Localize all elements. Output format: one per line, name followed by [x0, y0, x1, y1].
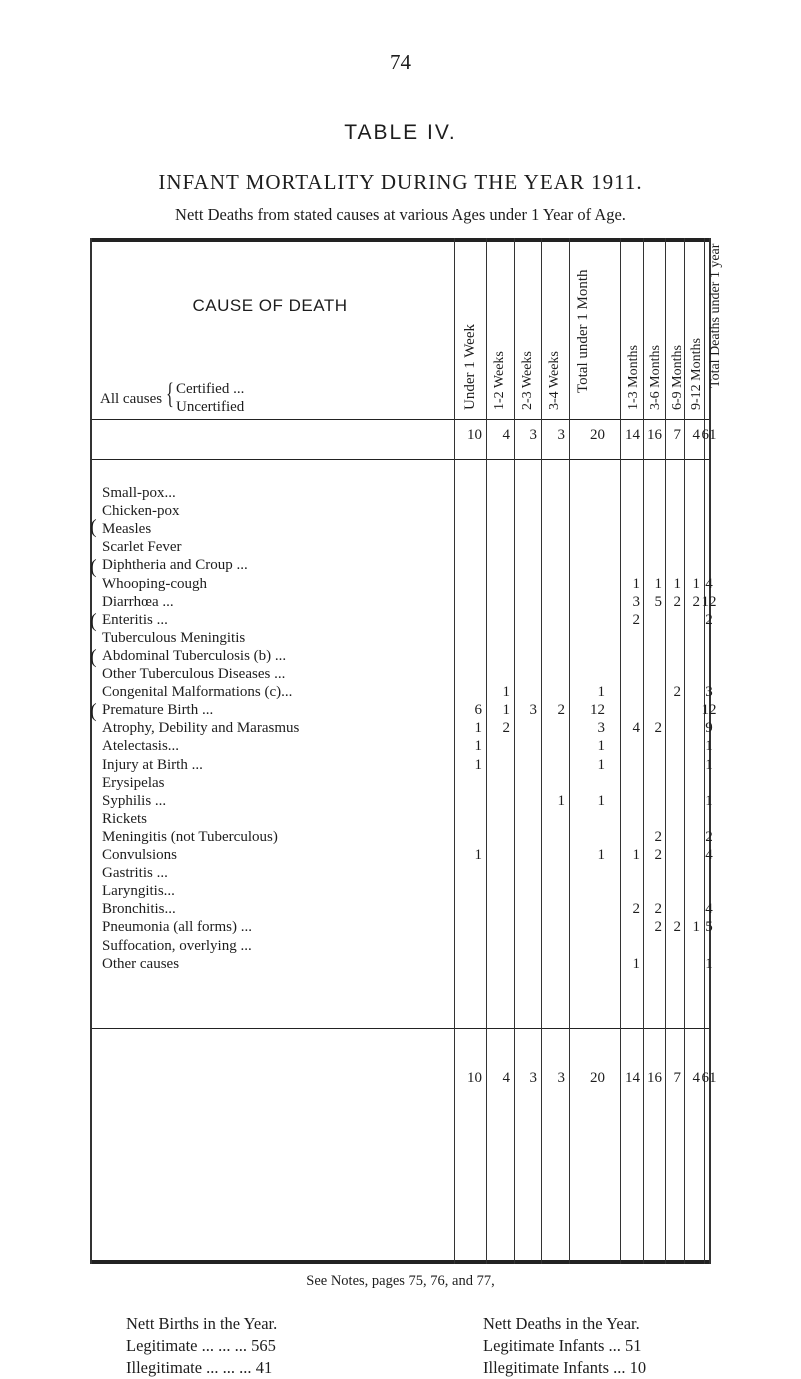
table-top-rule	[90, 238, 711, 242]
cell: 2	[654, 828, 662, 845]
cause-label: Chicken-pox	[102, 503, 180, 520]
table-description: Nett Deaths from stated causes at various Ages under 1 Year of Age.	[175, 205, 626, 224]
uncertified-label: Uncertified	[176, 399, 245, 415]
deaths-illegitimate	[483, 1357, 646, 1379]
cell: 7	[673, 1070, 681, 1086]
deaths-title: Nett Deaths in the Year.	[483, 1314, 640, 1333]
cell: 2	[654, 720, 662, 737]
group-bracket: (	[90, 646, 97, 668]
table-row	[90, 702, 717, 720]
cell: 1	[557, 792, 565, 809]
deaths-illegitimate-label: Illegitimate Infants ...	[483, 1358, 626, 1377]
all-causes-label: All causes	[100, 391, 163, 407]
cell: 2	[632, 901, 640, 918]
notes-reference: See Notes, pages 75, 76, and 77,	[306, 1273, 495, 1289]
cell: 1	[632, 847, 640, 863]
cell: 1	[692, 919, 700, 936]
cause-label: Diarrhœa ...	[102, 593, 174, 610]
mortality-table	[90, 238, 723, 1265]
table-row	[90, 666, 711, 684]
cell: 3	[529, 1070, 537, 1086]
cause-label: Scarlet Fever	[102, 539, 182, 556]
table-row	[90, 901, 711, 919]
table-row	[90, 811, 711, 829]
cell: 3	[529, 702, 537, 719]
cell: 2	[654, 919, 662, 936]
cell: 4	[705, 575, 713, 592]
cause-label: Small-pox...	[102, 485, 176, 501]
cell: 1	[474, 720, 482, 737]
cause-label: Other Tuberculous Diseases ...	[102, 666, 286, 682]
cell: 16	[647, 427, 662, 443]
cell: 2	[654, 847, 662, 863]
cell: 4	[692, 1070, 700, 1086]
cell: 1	[502, 702, 510, 719]
cell: 1	[597, 847, 605, 863]
cell: 3	[557, 427, 565, 443]
cause-label: Other causes	[102, 955, 180, 972]
cause-label: Diphtheria and Croup ...	[102, 557, 248, 574]
cause-label: Meningitis (not Tuberculous)	[102, 828, 278, 845]
totals-row	[90, 1070, 717, 1088]
births-legitimate-label: Legitimate ... ... ...	[126, 1336, 247, 1355]
cause-label: Measles	[102, 521, 152, 538]
cause-of-death-header: CAUSE OF DEATH	[192, 296, 348, 315]
table-row	[90, 720, 711, 738]
table-row	[90, 485, 711, 503]
cause-label: Bronchitis...	[102, 901, 176, 918]
page-number: 74	[390, 50, 411, 74]
cell: 2	[673, 919, 681, 936]
cause-label: Erysipelas	[102, 774, 165, 791]
column-header: 1-3 Months	[626, 345, 641, 410]
table-row	[90, 829, 711, 847]
cell: 1	[597, 792, 605, 809]
cell: 2	[692, 593, 700, 610]
cell: 3	[557, 1070, 565, 1086]
births-illegitimate-label: Illegitimate ... ... ...	[126, 1358, 252, 1377]
cell: 1	[705, 756, 713, 773]
group-bracket: (	[90, 610, 97, 632]
cell: 1	[597, 756, 605, 773]
table-row	[90, 883, 711, 901]
column-header: 1-2 Weeks	[492, 351, 507, 410]
cause-label: Whooping-cough	[102, 575, 207, 592]
cause-label: Enteritis ...	[102, 611, 168, 628]
table-row	[90, 793, 711, 811]
table-row	[90, 847, 711, 865]
cell: 2	[705, 828, 713, 845]
cell: 9	[705, 720, 713, 737]
cell: 10	[467, 1070, 482, 1086]
deaths-legitimate-label: Legitimate Infants ...	[483, 1336, 621, 1355]
cell: 1	[673, 575, 681, 592]
cause-label: Injury at Birth ...	[102, 756, 203, 773]
cell: 1	[597, 738, 605, 755]
table-title: TABLE IV.	[344, 121, 457, 144]
cell: 4	[632, 720, 640, 737]
cell: 61	[701, 1070, 717, 1086]
table-bottom-rule	[90, 1260, 711, 1264]
group-bracket: (	[90, 700, 97, 722]
all-causes-certified-row	[90, 427, 717, 445]
column-header: 9-12 Months	[689, 338, 704, 410]
cell: 1	[705, 738, 713, 755]
cell: 5	[705, 919, 713, 936]
group-bracket: (	[90, 556, 97, 578]
cell: 12	[701, 702, 717, 719]
cause-label: Premature Birth ...	[102, 702, 214, 719]
cell: 1	[654, 575, 662, 592]
cause-label: Syphilis ...	[102, 792, 167, 809]
cause-label: Atrophy, Debility and Marasmus	[102, 720, 300, 737]
table-row	[90, 630, 711, 648]
cell: 16	[647, 1070, 662, 1086]
column-header: 2-3 Weeks	[520, 351, 535, 410]
table-row	[90, 556, 711, 578]
cell: 2	[632, 611, 640, 628]
births-legitimate-value: 565	[251, 1336, 276, 1355]
deaths-legitimate-value: 51	[625, 1336, 642, 1355]
cell: 4	[502, 427, 510, 443]
deaths-summary	[483, 1313, 646, 1379]
cause-label: Rickets	[102, 810, 147, 827]
cause-label: Tuberculous Meningitis	[102, 629, 246, 646]
cell: 2	[673, 684, 681, 701]
deaths-legitimate	[483, 1335, 646, 1357]
all-causes-rule	[90, 459, 711, 460]
cell: 14	[625, 427, 640, 443]
table-row	[90, 576, 711, 594]
cell: 7	[673, 427, 681, 443]
cell: 14	[625, 1070, 640, 1086]
cell: 2	[654, 901, 662, 918]
table-row	[90, 956, 711, 974]
table-row	[90, 757, 711, 775]
cause-label: Pneumonia (all forms) ...	[102, 919, 252, 936]
cell: 12	[701, 593, 717, 610]
cell: 2	[557, 702, 565, 719]
cause-label: Suffocation, overlying ...	[102, 937, 252, 954]
column-header: 3-6 Months	[648, 345, 663, 410]
table-row	[90, 938, 711, 956]
totals-rule	[90, 1028, 711, 1029]
cause-label: Congenital Malformations (c)...	[102, 684, 293, 701]
table-subtitle: INFANT MORTALITY DURING THE YEAR 1911.	[158, 170, 643, 194]
column-header: Total Deaths under 1 year	[708, 243, 723, 388]
cell: 61	[701, 427, 717, 443]
cell: 4	[692, 427, 700, 443]
cell: 1	[474, 756, 482, 773]
births-title: Nett Births in the Year.	[126, 1314, 278, 1333]
column-header: Total under 1 Month	[575, 269, 591, 393]
cell: 10	[467, 427, 482, 443]
cell: 3	[705, 684, 713, 701]
births-illegitimate	[126, 1357, 277, 1379]
cell: 3	[529, 427, 537, 443]
cause-label: Gastritis ...	[102, 865, 168, 882]
cell: 1	[474, 738, 482, 755]
cell: 1	[692, 575, 700, 592]
cell: 4	[705, 901, 713, 918]
cell: 12	[590, 702, 605, 719]
cause-label: Atelectasis...	[102, 738, 180, 755]
births-illegitimate-value: 41	[255, 1358, 273, 1377]
table-row	[90, 738, 711, 756]
table-row	[90, 612, 711, 630]
column-header: Under 1 Week	[462, 324, 478, 410]
cell: 1	[597, 684, 605, 701]
column-header: 6-9 Months	[670, 345, 685, 410]
cell: 1	[705, 792, 713, 809]
table-row	[90, 865, 711, 883]
cell: 2	[502, 720, 510, 737]
cell: 3	[632, 593, 640, 610]
cause-label: Convulsions	[102, 847, 178, 863]
cell: 4	[502, 1070, 510, 1086]
cell: 2	[705, 611, 713, 628]
cell: 1	[632, 575, 640, 592]
certified-label: Certified ...	[176, 381, 245, 397]
births-summary	[126, 1313, 277, 1379]
cell: 1	[502, 684, 510, 701]
cause-label: Abdominal Tuberculosis (b) ...	[102, 647, 287, 664]
table-row	[90, 648, 711, 666]
cell: 4	[705, 847, 713, 863]
cause-label: Laryngitis...	[102, 883, 175, 900]
deaths-illegitimate-value: 10	[629, 1358, 647, 1377]
header-rule	[90, 419, 711, 420]
cell: 1	[474, 847, 482, 863]
cell: 20	[590, 1070, 605, 1086]
cell: 20	[590, 427, 605, 443]
table-row	[90, 539, 711, 557]
cell: 1	[705, 955, 713, 972]
table-row	[90, 521, 711, 539]
cell: 5	[654, 593, 662, 610]
group-bracket: (	[90, 516, 97, 538]
brace-glyph: {	[166, 377, 174, 410]
column-header: 3-4 Weeks	[547, 351, 562, 410]
table-row	[90, 593, 717, 612]
cell: 1	[632, 955, 640, 972]
table-row	[90, 684, 711, 702]
cell: 6	[474, 702, 482, 719]
table-row	[90, 919, 711, 937]
cell: 2	[673, 593, 681, 610]
births-legitimate	[126, 1335, 277, 1357]
cell: 3	[597, 720, 605, 737]
table-row	[90, 775, 711, 793]
table-row	[90, 503, 711, 521]
